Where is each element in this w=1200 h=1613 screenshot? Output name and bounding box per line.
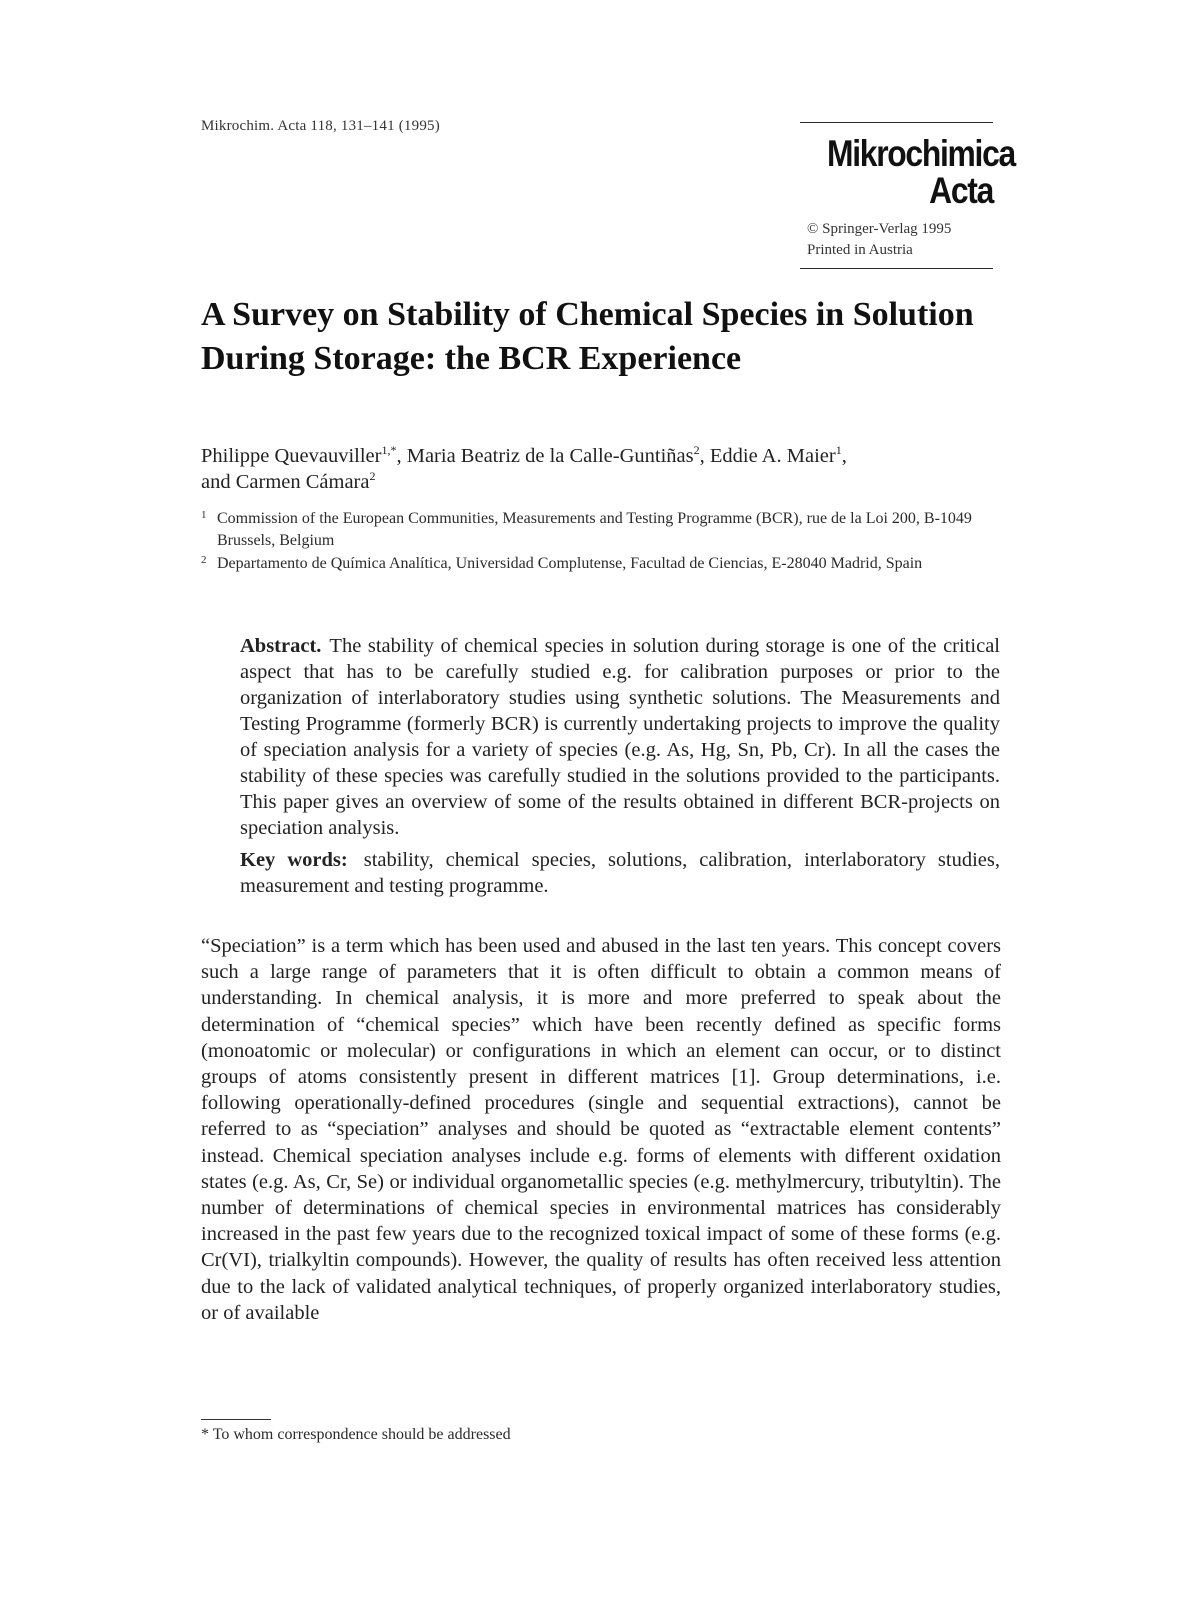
author-name: Maria Beatriz de la Calle-Guntiñas [406, 445, 694, 467]
footnote-rule [201, 1419, 271, 1420]
footnote: * To whom correspondence should be addressed [201, 1426, 511, 1443]
affiliation-mark: 2 [201, 554, 207, 566]
author-name: and Carmen Cámara [201, 471, 370, 493]
author-affiliation-mark: 1,* [381, 443, 397, 457]
printed-line: Printed in Austria [807, 242, 913, 258]
author-name: Eddie A. Maier [709, 445, 836, 467]
affiliation-mark: 1 [201, 509, 207, 521]
abstract-label: Abstract. [240, 635, 322, 657]
article-title: A Survey on Stability of Chemical Species in Solution During Storage: the BCR Experience [201, 296, 974, 377]
copyright-line: © Springer-Verlag 1995 [807, 221, 952, 237]
journal-citation: Mikrochim. Acta 118, 131–141 (1995) [201, 118, 440, 134]
abstract-text: The stability of chemical species in solution during storage is one of the critical aspect that has to be carefully studied e.g. for calibration purposes or prior to the organization of interlaboratory studies using synthetic solutions. The Measurements and Testing Programme (formerly BCR) is currently undertaking projects to improve the quality of speciation analysis for a variety of species (e.g. As, Hg, Sn, Pb, Cr). In all the cases the stability of these species was carefully studied in the solutions provided to the participants. This paper gives an overview of some of the results obtained in different BCR-projects on speciation analysis. [240, 635, 1000, 839]
author-affiliation-mark: 2 [369, 469, 376, 483]
journal-logo-block [800, 122, 1015, 269]
affiliation-text: Commission of the European Communities, Measurements and Testing Programme (BCR), rue de la Loi 200, B-1049 Brussels, Belgium [217, 510, 972, 549]
affiliation-text: Departamento de Química Analítica, Universidad Complutense, Facultad de Ciencias, E-28040 Madrid, Spain [217, 555, 923, 572]
bottom-rule [800, 268, 993, 269]
journal-name-line1: Mikrochimica [827, 133, 1015, 174]
abstract-section [240, 633, 1000, 899]
abstract [240, 633, 1000, 841]
body-paragraph: “Speciation” is a term which has been used and abused in the last ten years. This concept covers such a large range of parameters that it is often difficult to obtain a common means of understanding. In chemical analysis, it is more and more preferred to speak about the determination of “chemical species” which have been recently defined as specific forms (monoatomic or molecular) or configurations in which an element can occur, or to distinct groups of atoms consistently present in different matrices [1]. Group determinations, i.e. following operationally-defined procedures (single and sequential extractions), cannot be referred to as “speciation” analyses and should be quoted as “extractable element contents” instead. Chemical speciation analyses include e.g. forms of elements with different oxidation states (e.g. As, Cr, Se) or individual organometallic species (e.g. methylmercury, tributyltin). The number of determinations of chemical species in environmental matrices has considerably increased in the past few years due to the recognized toxical impact of some of these forms (e.g. Cr(VI), trialkyltin compounds). However, the quality of results has often received less attention due to the lack of validated analytical techniques, of properly organized interlaboratory studies, or of available [201, 935, 1001, 1324]
affiliation-1 [201, 508, 991, 552]
author-affiliation-mark: 1 [835, 443, 842, 457]
keywords [240, 847, 1000, 899]
author-name: Philippe Quevauviller [201, 445, 382, 467]
author-list: Philippe Quevauviller$^{1,*}$, Maria Beatriz de la Calle-Guntiñas$^2$, Eddie A. Maier$^1$, and Carmen Cámara$^2$ [201, 443, 847, 493]
journal-name-line2: Acta [929, 170, 993, 211]
top-rule [800, 122, 993, 123]
keywords-label: Key words: [240, 849, 348, 871]
keywords-text: stability, chemical species, solutions, calibration, interlaboratory studies, measurement and testing programme. [240, 849, 1001, 897]
author-affiliation-mark: 2 [693, 443, 700, 457]
affiliation-2 [201, 553, 991, 575]
